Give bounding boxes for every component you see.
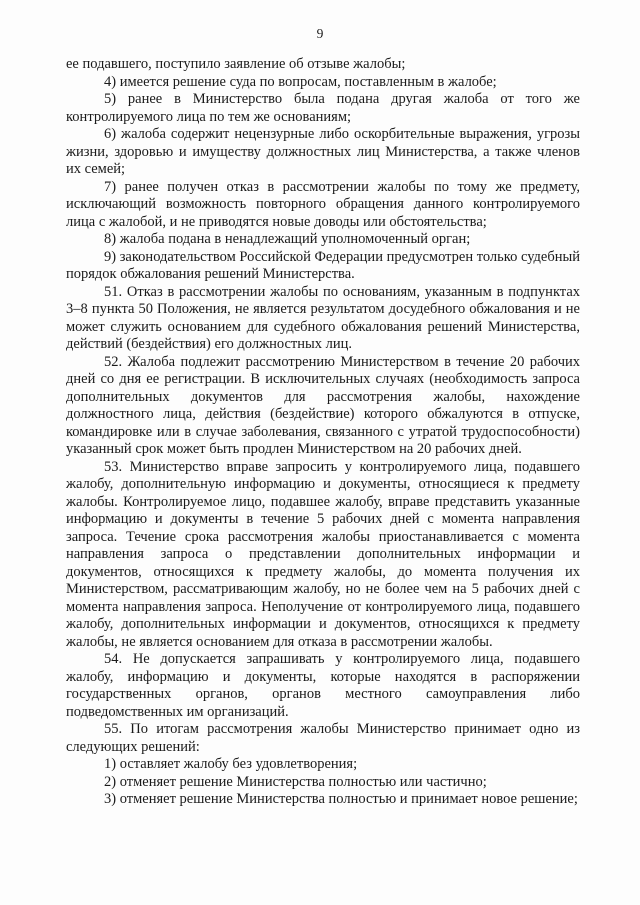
clause-54: 54. Не допускается запрашивать у контролируемого лица, подавшего жалобу, информацию и документы, которые находятся в распоряжении государственных органов, органов местного самоуправления либо подведомственных им организаций. [66,651,580,720]
clause-52: 52. Жалоба подлежит рассмотрению Министерством в течение 20 рабочих дней со дня ее регистрации. В исключительных случаях (необходимость запроса дополнительных документов для рассмотрения жалобы, нахождение должностного лица, действия (бездействие) которого обжалуются в отпуске, командировке или в случае заболевания, связанного с утратой трудоспособности) указанный срок может быть продлен Министерством на 20 рабочих дней. [66,353,580,457]
list-item-9: 9) законодательством Российской Федерации предусмотрен только судебный порядок обжалования решений Министерства. [66,248,580,282]
clause-51: 51. Отказ в рассмотрении жалобы по основаниям, указанным в подпунктах 3–8 пункта 50 Положения, не является результатом досудебного обжалования и не может служить основанием для судебного обжалования решений Министерства, действий (бездействия) его должностных лиц. [66,283,580,352]
paragraph-continuation: ее подавшего, поступило заявление об отзыве жалобы; [66,56,406,72]
decision-item-1: 1) оставляет жалобу без удовлетворения; [104,756,358,772]
decision-item-2: 2) отменяет решение Министерства полностью или частично; [104,773,487,790]
list-item-5: 5) ранее в Министерство была подана другая жалоба от того же контролируемого лица по тем же основаниям; [66,91,580,125]
decision-item-3: 3) отменяет решение Министерства полностью и принимает новое решение; [104,791,578,807]
list-item-8: 8) жалоба подана в ненадлежащий уполномоченный орган; [104,231,471,247]
list-item-7: 7) ранее получен отказ в рассмотрении жалобы по тому же предмету, исключающий возможность повторного обращения данного контролируемого лица с жалобой, и не приводятся новые доводы или обстоятельства; [66,178,580,230]
clause-55: 55. По итогам рассмотрения жалобы Министерство принимает одно из следующих решений: [66,721,580,755]
clause-53: 53. Министерство вправе запросить у контролируемого лица, подавшего жалобу, дополнительную информацию и документы, относящиеся к предмету жалобы. Контролируемое лицо, подавшее жалобу, вправе представить указанные информацию и документы в течение 5 рабочих дней с момента направления запроса. Течение срока рассмотрения жалобы приостанавливается с момента направления запроса о представлении дополнительных информации и документов, относящихся к предмету жалобы, до момента получения их Министерством, рассматривающим жалобу, но не более чем на 5 рабочих дней с момента направления запроса. Неполучение от контролируемого лица, подавшего жалобу, дополнительных информации и документов, относящихся к предмету жалобы, не является основанием для отказа в рассмотрении жалобы. [66,458,580,650]
list-item-4: 4) имеется решение суда по вопросам, поставленным в жалобе; [104,73,497,90]
list-item-6: 6) жалоба содержит нецензурные либо оскорбительные выражения, угрозы жизни, здоровью и имуществу должностных лиц Министерства, а также членов их семей; [66,126,580,177]
page-number: 9 [316,26,324,41]
document-body [66,56,580,809]
